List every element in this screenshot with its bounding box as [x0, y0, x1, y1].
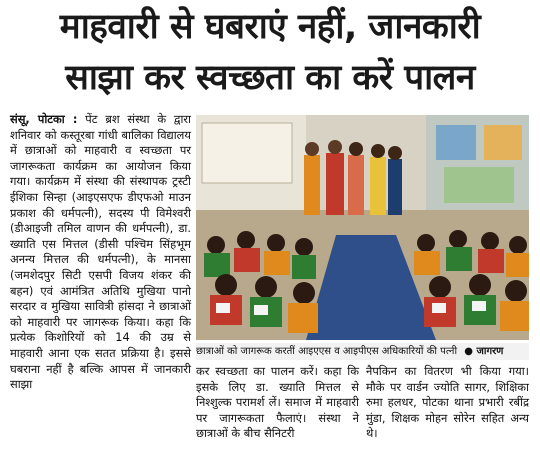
dateline: संसू, पोटका : — [10, 112, 78, 126]
photo-illustration — [196, 115, 529, 340]
photo-caption — [196, 343, 529, 360]
caption-text: छात्राओं को जागरूक करतीं आइएएस व आइपीएस अधिकारियों की पत्नी — [196, 346, 458, 357]
article-column-left — [10, 112, 191, 393]
article-text-right: नैपकिन का वितरण भी किया गया। मौके पर वार्डन ज्योति सागर, शिक्षिका रुमा हलधर, पोटका थाना प्रभारी रबींद्र मुंडा, शिक्षक मोहन सोरेन सहित अन्य थे। — [366, 364, 529, 441]
article-column-right — [366, 364, 529, 442]
article-text-middle: कर स्वच्छता का पालन करें। कहा कि इसके लिए डा. ख्याति मित्तल से निश्शुल्क परामर्श लें। समाज में माहवारी पर जागरूकता फैलाएं। संस्था ने छात्राओं के बीच सैनिटरी — [196, 364, 359, 441]
photo-credit: ● जागरण — [464, 346, 504, 357]
headline-line-2: साझा कर स्वच्छता का करें पालन — [65, 58, 475, 98]
article-text-left: पेंट ब्रश संस्था के द्वारा शनिवार को कस्तूरबा गांधी बालिका विद्यालय में छात्राओं को माहवारी व स्वच्छता पर जागरूकता कार्यक्रम का आयोजन किया गया। कार्यक्रम में संस्था की संस्थापक ट्रस्टी ईशिका सिन्हा (आइएसएफ डीएफओ माउन प्रकाश की धर्मपत्नी), सदस्य पी विमेश्वरी (डीआइजी तमिल वाणन की धर्मपत्नी), डा. ख्याति एस मित्तल (डीसी पश्चिम सिंहभूम अनन्य मित्तल की धर्मपत्नी), के मानसा (जमशेदपुर सिटी एसपी विजय शंकर की बहन) एवं आमंत्रित अतिथि मुखिया पानो सरदार व मुखिया सावित्री हांसदा ने छात्राओं को माहवारी पर जागरूक किया। कहा कि प्रत्येक किशोरियों को 14 की उम्र से माहवारी आना एक सतत प्रक्रिया है। इससे घबराना नहीं है बल्कि आपस में जानकारी साझा — [10, 112, 192, 392]
credit-text: जागरण — [476, 346, 504, 357]
headline-line-1: माहवारी से घबराएं नहीं, जानकारी — [59, 7, 481, 47]
news-photo — [196, 115, 529, 340]
article-column-middle — [196, 364, 359, 442]
